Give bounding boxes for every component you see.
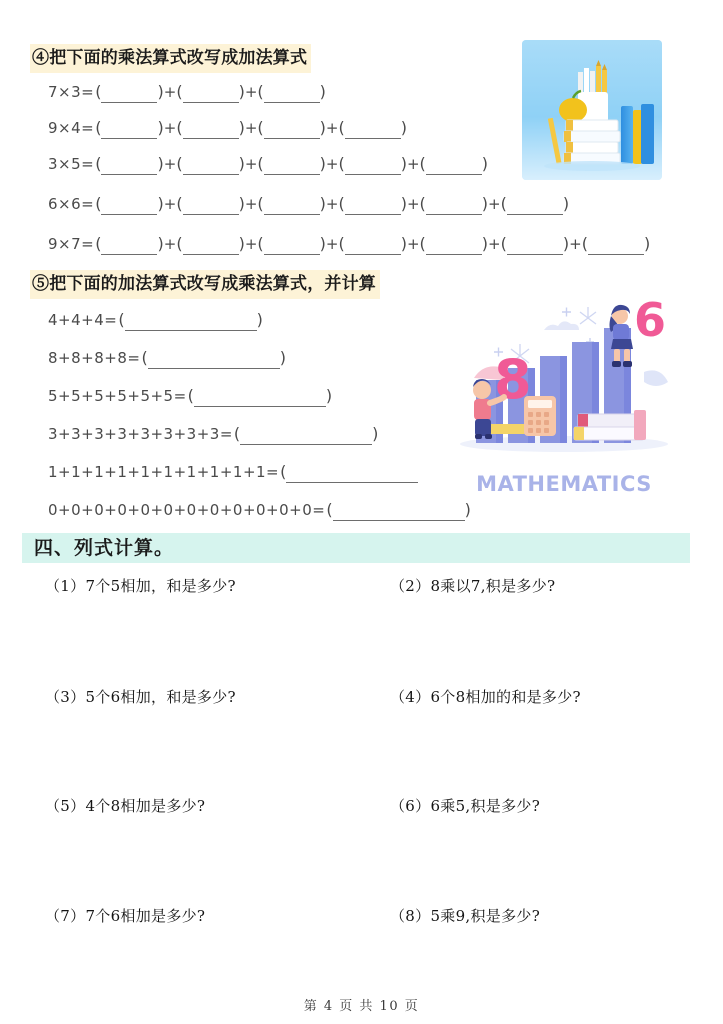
- answer-blank[interactable]: [101, 125, 157, 139]
- open-paren: (: [176, 82, 183, 101]
- section-four-row: [48, 82, 326, 102]
- section-five-row: [48, 348, 286, 368]
- plus-sign: +: [244, 195, 258, 213]
- equation-expression: 9×7=: [48, 235, 95, 253]
- plus-sign: +: [244, 119, 258, 137]
- open-paren: (: [95, 194, 102, 213]
- open-paren: (: [257, 154, 264, 173]
- open-paren: (: [500, 194, 507, 213]
- open-paren: (: [338, 154, 345, 173]
- open-paren: (: [280, 462, 287, 481]
- open-paren: (: [141, 348, 148, 367]
- answer-blank[interactable]: [264, 201, 320, 215]
- page-footer: 第 4 页 共 10 页: [303, 999, 420, 1014]
- close-paren: ): [319, 154, 326, 173]
- close-paren: ): [464, 500, 471, 519]
- answer-blank[interactable]: [345, 125, 401, 139]
- word-problem-item: （4）6个8相加的和是多少?: [390, 688, 581, 706]
- close-paren: ): [372, 424, 379, 443]
- section-four-row: [48, 234, 650, 254]
- answer-blank[interactable]: [507, 241, 563, 255]
- cloud-decoration: [544, 321, 579, 330]
- close-paren: ): [319, 82, 326, 101]
- close-paren: ): [562, 194, 570, 213]
- school-books-svg: [522, 40, 662, 180]
- close-paren: ): [325, 386, 333, 405]
- answer-blank[interactable]: [101, 241, 157, 255]
- answer-blank[interactable]: [345, 241, 401, 255]
- open-paren: (: [176, 234, 183, 253]
- plus-sign: +: [325, 235, 339, 253]
- open-paren: (: [257, 234, 264, 253]
- answer-blank[interactable]: [264, 125, 320, 139]
- answer-blank[interactable]: [183, 241, 239, 255]
- open-paren: (: [176, 194, 183, 213]
- answer-blank[interactable]: [183, 125, 239, 139]
- open-paren: (: [338, 118, 345, 137]
- open-paren: (: [419, 234, 426, 253]
- blue-swoosh-decoration: [644, 370, 668, 386]
- word-problem-item: （7）7个6相加是多少?: [45, 907, 206, 925]
- answer-blank[interactable]: [345, 201, 401, 215]
- open-paren: (: [257, 82, 264, 101]
- plus-sign: +: [163, 155, 177, 173]
- close-paren: ): [400, 154, 407, 173]
- close-paren: ): [256, 310, 263, 329]
- plus-sign: +: [406, 195, 420, 213]
- mathematics-caption: MATHEMATICS: [476, 472, 652, 496]
- close-paren: ): [400, 194, 407, 213]
- open-paren: (: [581, 234, 588, 253]
- open-paren: (: [187, 386, 194, 405]
- section-five-row: [48, 386, 332, 406]
- word-problem-item: （5）4个8相加是多少?: [45, 797, 206, 815]
- close-paren: ): [279, 348, 286, 367]
- answer-blank[interactable]: [125, 317, 257, 331]
- word-problem-item: （6）6乘5,积是多少?: [390, 797, 541, 815]
- close-paren: ): [319, 234, 326, 253]
- equation-expression: 4+4+4=: [48, 311, 118, 329]
- school-books-illustration: [522, 40, 662, 180]
- section-four-cn-heading: 四、列式计算。: [34, 537, 175, 559]
- open-paren: (: [257, 194, 264, 213]
- plus-sign: +: [163, 195, 177, 213]
- standing-books-icon: [621, 104, 654, 164]
- close-paren: ): [238, 82, 245, 101]
- open-paren: (: [176, 118, 183, 137]
- close-paren: ): [238, 234, 245, 253]
- equation-expression: 5+5+5+5+5+5=: [48, 387, 187, 405]
- word-problem-item: （2）8乘以7,积是多少?: [390, 577, 556, 595]
- word-problem-item: （3）5个6相加，和是多少?: [45, 688, 236, 706]
- book-stack-icon: [564, 120, 620, 164]
- open-paren: (: [95, 82, 102, 101]
- section-four-row: [48, 194, 569, 214]
- close-paren: ): [643, 234, 651, 253]
- close-paren: ): [157, 194, 164, 213]
- answer-blank[interactable]: [101, 201, 157, 215]
- close-paren: ): [319, 194, 326, 213]
- answer-blank[interactable]: [264, 89, 320, 103]
- right-books-icon: [574, 410, 646, 440]
- open-paren: (: [257, 118, 264, 137]
- equation-expression: 3×5=: [48, 155, 95, 173]
- equation-expression: 7×3=: [48, 83, 95, 101]
- close-paren: ): [157, 234, 164, 253]
- answer-blank[interactable]: [194, 393, 326, 407]
- open-paren: (: [95, 234, 102, 253]
- answer-blank[interactable]: [183, 201, 239, 215]
- equation-expression: 8+8+8+8=: [48, 349, 141, 367]
- close-paren: ): [157, 118, 164, 137]
- close-paren: ): [238, 194, 245, 213]
- answer-blank[interactable]: [286, 469, 418, 483]
- answer-blank[interactable]: [240, 431, 372, 445]
- number-eight-graphic: 8: [494, 348, 532, 411]
- plus-sign: +: [325, 155, 339, 173]
- plus-sign: +: [406, 235, 420, 253]
- close-paren: ): [400, 118, 407, 137]
- plus-sign: +: [244, 235, 258, 253]
- answer-blank[interactable]: [588, 241, 644, 255]
- plus-sign: +: [488, 195, 501, 213]
- section-four-row: [48, 118, 407, 138]
- answer-blank[interactable]: [345, 161, 401, 175]
- close-paren: ): [562, 234, 570, 253]
- plus-sign: +: [325, 195, 339, 213]
- plus-sign: +: [406, 155, 420, 173]
- plus-sign: +: [569, 235, 582, 253]
- section-four-heading-wrapper: [30, 44, 311, 73]
- open-paren: (: [233, 424, 241, 443]
- close-paren: ): [157, 82, 164, 101]
- section-five-row: [48, 500, 471, 520]
- answer-blank[interactable]: [507, 201, 563, 215]
- open-paren: (: [419, 194, 426, 213]
- answer-blank[interactable]: [101, 89, 157, 103]
- section-five-heading: ⑤把下面的加法算式改写成乘法算式，并计算: [30, 270, 380, 299]
- answer-blank[interactable]: [264, 161, 320, 175]
- answer-blank[interactable]: [264, 241, 320, 255]
- close-paren: ): [481, 234, 489, 253]
- number-six-graphic: 6: [634, 300, 667, 347]
- equation-expression: 9×4=: [48, 119, 95, 137]
- answer-blank[interactable]: [148, 355, 280, 369]
- open-paren: (: [95, 118, 102, 137]
- close-paren: ): [400, 234, 407, 253]
- section-five-row: [48, 424, 378, 444]
- equation-expression: 0+0+0+0+0+0+0+0+0+0+0+0=: [48, 501, 326, 519]
- plus-sign: +: [163, 119, 177, 137]
- plus-sign: +: [488, 235, 501, 253]
- close-paren: ): [157, 154, 164, 173]
- answer-blank[interactable]: [183, 89, 239, 103]
- mathematics-chart-svg: [448, 300, 680, 475]
- word-problem-item: （8）5乘9,积是多少?: [390, 907, 541, 925]
- section-five-heading-wrapper: [30, 270, 380, 299]
- section-five-row: [48, 462, 418, 482]
- open-paren: (: [419, 154, 426, 173]
- section-four-heading: ④把下面的乘法算式改写成加法算式: [30, 44, 311, 73]
- close-paren: ): [481, 194, 489, 213]
- mathematics-illustration: [448, 300, 680, 500]
- plus-sign: +: [244, 83, 258, 101]
- word-problem-item: （1）7个5相加，和是多少?: [45, 577, 236, 595]
- answer-blank[interactable]: [183, 161, 239, 175]
- answer-blank[interactable]: [426, 201, 482, 215]
- equation-expression: 3+3+3+3+3+3+3+3=: [48, 425, 233, 443]
- open-paren: (: [500, 234, 507, 253]
- open-paren: (: [338, 234, 345, 253]
- plus-sign: +: [325, 119, 339, 137]
- plus-sign: +: [163, 235, 177, 253]
- close-paren: ): [481, 154, 489, 173]
- open-paren: (: [95, 154, 102, 173]
- equation-expression: 6×6=: [48, 195, 95, 213]
- section-four-row: [48, 154, 488, 174]
- close-paren: ): [238, 154, 245, 173]
- open-paren: (: [176, 154, 183, 173]
- plus-sign: +: [244, 155, 258, 173]
- section-four-cn-heading-band: [22, 533, 690, 563]
- answer-blank[interactable]: [426, 161, 482, 175]
- answer-blank[interactable]: [426, 241, 482, 255]
- open-paren: (: [326, 500, 333, 519]
- close-paren: ): [319, 118, 326, 137]
- answer-blank[interactable]: [101, 161, 157, 175]
- close-paren: ): [238, 118, 245, 137]
- plus-sign: +: [163, 83, 177, 101]
- equation-expression: 1+1+1+1+1+1+1+1+1+1=: [48, 463, 280, 481]
- open-paren: (: [118, 310, 125, 329]
- section-five-row: [48, 310, 263, 330]
- open-paren: (: [338, 194, 345, 213]
- answer-blank[interactable]: [333, 507, 465, 521]
